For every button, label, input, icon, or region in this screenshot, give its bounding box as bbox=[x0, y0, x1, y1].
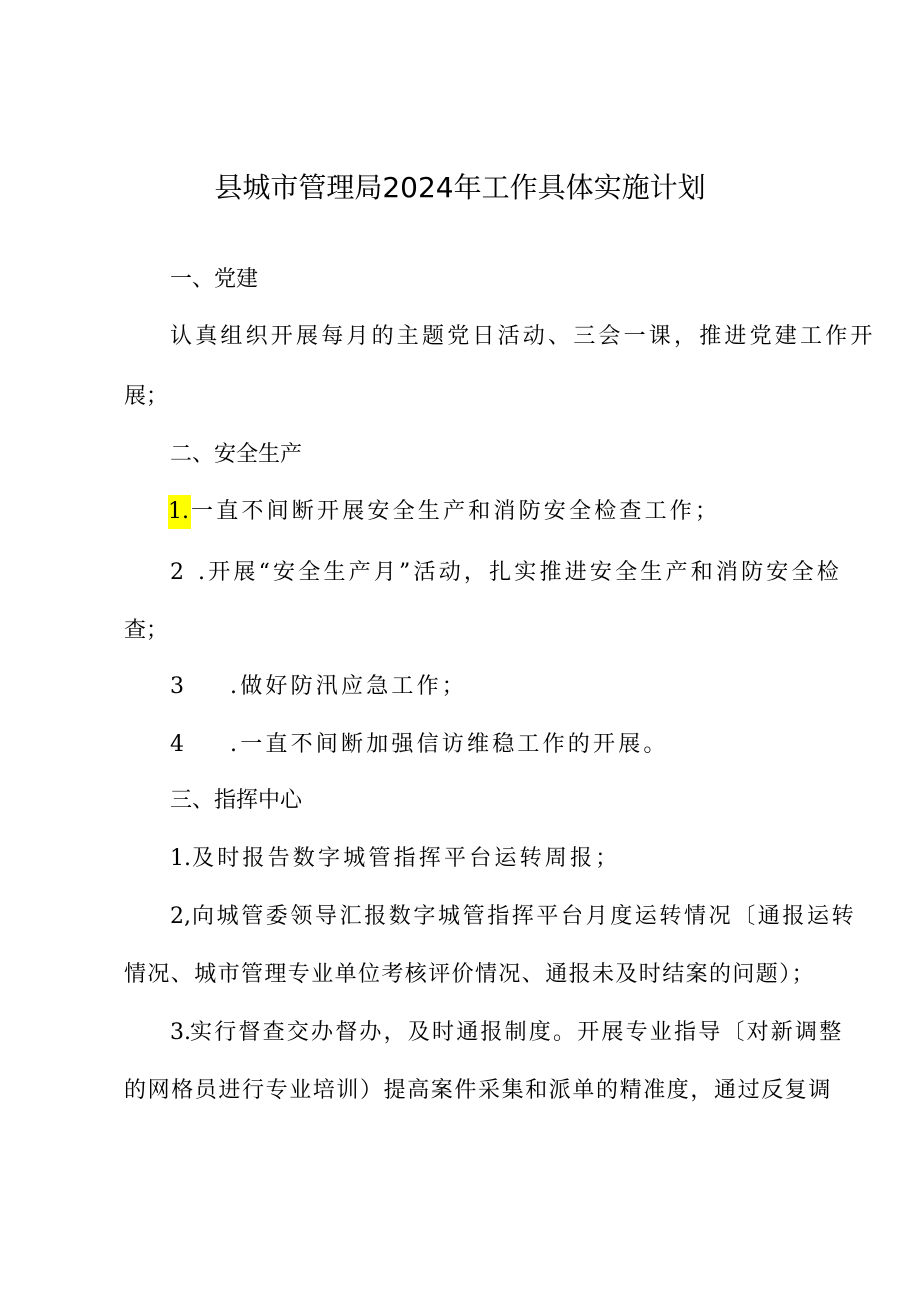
list-item-number: 2, bbox=[170, 904, 191, 929]
highlighted-number: 1. bbox=[168, 495, 191, 529]
list-item-number: 3 bbox=[170, 674, 184, 699]
list-item-text: 一直不间断开展安全生产和消防安全检查工作； bbox=[191, 499, 721, 524]
paragraph-line: 认真组织开展每月的主题党日活动、三会一课，推进党建工作开 bbox=[170, 324, 876, 349]
list-item-text: .开展“安全生产月”活动，扎实推进安全生产和消防安全检 bbox=[198, 560, 842, 585]
list-item-text: 情况、城市管理专业单位考核评价情况、通报未及时结案的问题）； bbox=[124, 962, 816, 987]
section-heading-party-building: 一、党建 bbox=[170, 267, 259, 292]
list-item bbox=[168, 495, 720, 529]
list-item-number: 3. bbox=[170, 1020, 191, 1045]
list-item-number: 1. bbox=[170, 846, 191, 871]
section-heading-safety-production: 二、安全生产 bbox=[170, 442, 303, 467]
section-heading-command-center: 三、指挥中心 bbox=[170, 788, 303, 813]
list-item-text: 实行督查交办督办，及时通报制度。开展专业指导〔对新调整 bbox=[190, 1020, 844, 1045]
document-title: 县城市管理局2024年工作具体实施计划 bbox=[214, 171, 706, 204]
list-item-text: .做好防汛应急工作； bbox=[230, 674, 467, 699]
list-item-text: 及时报告数字城管指挥平台运转周报； bbox=[192, 846, 621, 871]
list-item-text: 的网格员进行专业培训）提高案件采集和派单的精准度，通过反复调 bbox=[124, 1078, 833, 1103]
list-item-number: 2 bbox=[170, 560, 184, 585]
list-item-text: 查； bbox=[124, 618, 169, 643]
list-item-text: .一直不间断加强信访维稳工作的开展。 bbox=[230, 732, 669, 757]
list-item-text: 向城管委领导汇报数字城管指挥平台月度运转情况〔通报运转 bbox=[192, 904, 857, 929]
paragraph-line: 展； bbox=[124, 384, 169, 409]
list-item-number: 4 bbox=[170, 732, 184, 757]
